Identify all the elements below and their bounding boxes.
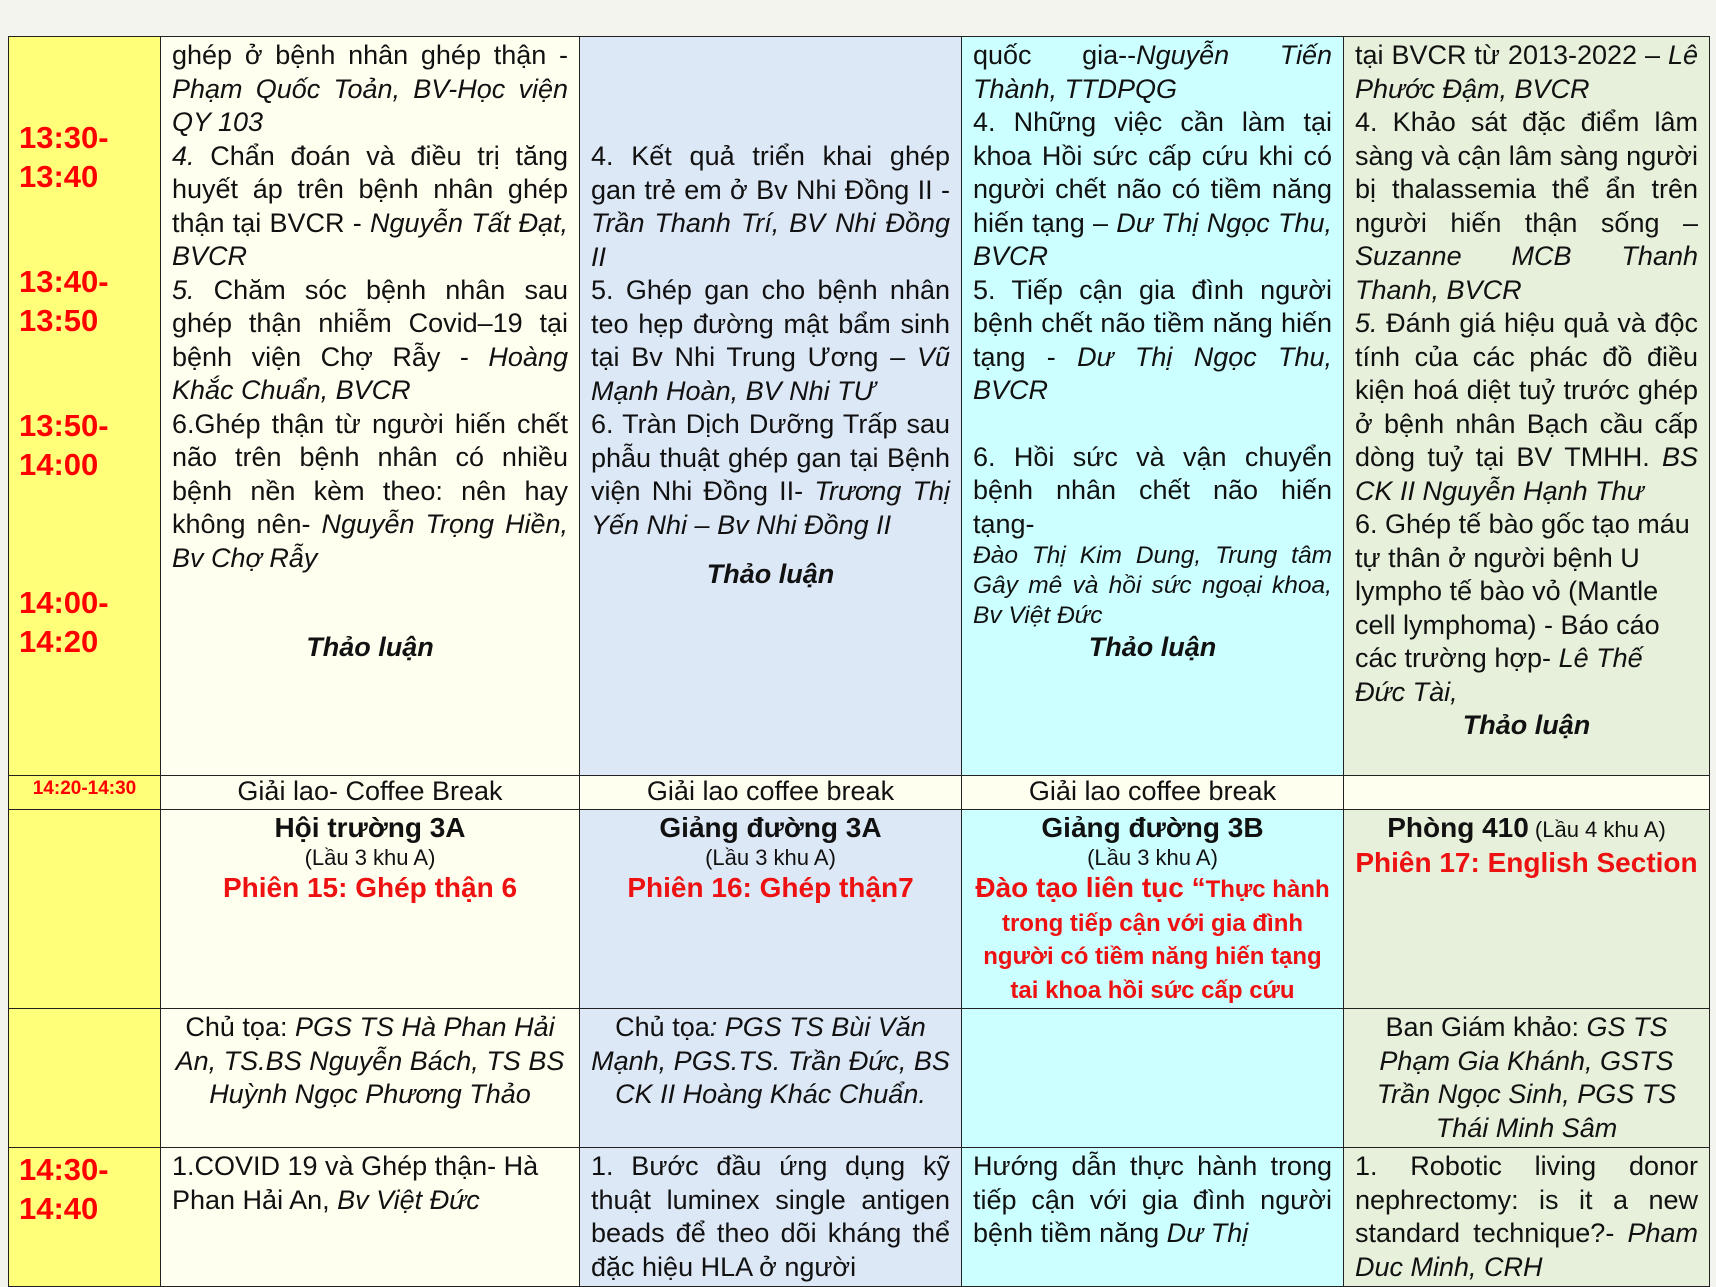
discussion-label: Thảo luận	[306, 632, 434, 662]
time-empty	[9, 1009, 161, 1148]
talk-5: 5. Đánh giá hiệu quả và độc tính của các phác đồ điều kiện hoá diệt tuỷ trước ghép ở bệnh nhân Bạch cầu cấp dòng tuỷ tại BV TMHH. BS CK II Nguyễn Hạnh Thư	[1355, 308, 1698, 506]
hall-location: (Lầu 3 khu A)	[705, 845, 836, 870]
time-empty	[9, 810, 161, 1009]
discussion-label: Thảo luận	[1462, 710, 1591, 740]
time-1340: 13:40- 13:50	[19, 264, 109, 338]
chairs-2: Chủ tọa: PGS TS Bùi Văn Mạnh, PGS.TS. Trần Đức, BS CK II Hoàng Khác Chuẩn.	[580, 1009, 962, 1148]
chair-row	[9, 1009, 1710, 1148]
talk-5: 5. Chăm sóc bệnh nhân sau ghép thận nhiễm Covid–19 tại bệnh viện Chợ Rẫy - Hoàng Khắc Chuẩn, BVCR	[172, 274, 568, 405]
break-row	[9, 776, 1710, 810]
talk-3: tại BVCR từ 2013-2022 – Lê Phước Đậm, BVCR	[1355, 40, 1698, 104]
hall-header-4	[1344, 810, 1710, 1009]
chairs-1: Chủ tọa: PGS TS Hà Phan Hải An, TS.BS Nguyễn Bách, TS BS Huỳnh Ngọc Phương Thảo	[161, 1009, 580, 1148]
hall-header-3	[962, 810, 1344, 1009]
session-row-1430	[9, 1148, 1710, 1287]
coffee-break-2: Giải lao coffee break	[580, 776, 962, 810]
discussion-label: Thảo luận	[1088, 632, 1217, 662]
talk-4: 4. Khảo sát đặc điểm lâm sàng và cận lâm sàng người bị thalassemia thể ẩn trên người hiến thận sống – Suzanne MCB Thanh Thanh, BVCR	[1355, 107, 1698, 305]
room-410-talks	[1344, 37, 1710, 776]
hall-name: Giảng đường 3A	[659, 812, 882, 843]
talk-6: 6. Tràn Dịch Dưỡng Trấp sau phẫu thuật ghép gan tại Bệnh viện Nhi Đồng II- Trương Thị Yến Nhi – Bv Nhi Đồng II	[591, 409, 950, 540]
talk-3: quốc gia--Nguyễn Tiến Thành, TTDPQG	[973, 40, 1332, 104]
hall-header-1	[161, 810, 580, 1009]
time-1400: 14:00- 14:20	[19, 585, 109, 659]
talk-3: ghép ở bệnh nhân ghép thận - Phạm Quốc Toản, BV-Học viện QY 103	[172, 40, 568, 137]
schedule-table	[8, 36, 1710, 1287]
hall-3a-talks	[161, 37, 580, 776]
session-title: Phiên 15: Ghép thận 6	[222, 872, 518, 903]
time-column	[9, 1148, 161, 1287]
session-title: Phiên 16: Ghép thận7	[627, 872, 914, 903]
chairs-4: Ban Giám khảo: GS TS Phạm Gia Khánh, GSTS Trần Ngọc Sinh, PGS TS Thái Minh Sâm	[1344, 1009, 1710, 1148]
time-1430: 14:30- 14:40	[19, 1152, 109, 1226]
time-1350: 13:50- 14:00	[19, 408, 109, 482]
chairs-3	[962, 1009, 1344, 1148]
talk-5: 5. Tiếp cận gia đình người bệnh chết não tiềm năng hiến tạng - Dư Thị Ngọc Thu, BVCR	[973, 274, 1333, 405]
talk-1-hall-2: 1. Bước đầu ứng dụng kỹ thuật luminex single antigen beads để theo dõi kháng thể đặc hiệu HLA ở người	[580, 1148, 962, 1287]
discussion-label: Thảo luận	[706, 559, 835, 589]
hall-header-row	[9, 810, 1710, 1009]
session-row-1330	[9, 37, 1710, 776]
talk-6: 6. Hồi sức và vận chuyển bệnh nhân chết não hiến tạng- Đào Thị Kim Dung, Trung tâm Gây mê và hồi sức ngoại khoa, Bv Việt Đức	[973, 441, 1332, 629]
talk-6: 6.Ghép thận từ người hiến chết não trên bệnh nhân có nhiều bệnh nền kèm theo: nên hay không nên- Nguyễn Trọng Hiền, Bv Chợ Rẫy	[172, 408, 569, 573]
time-1420: 14:20-14:30	[9, 776, 161, 810]
hall-name: Giảng đường 3B	[1041, 812, 1264, 843]
coffee-break-3: Giải lao coffee break	[962, 776, 1344, 810]
session-title: Đào tạo liên tục “Thực hành trong tiếp cận với gia đình người có tiềm năng hiến tạng tai khoa hồi sức cấp cứu	[975, 872, 1330, 1004]
hall-location: (Lầu 4 khu A)	[1528, 817, 1666, 842]
session-title: Phiên 17: English Section	[1355, 846, 1698, 878]
talk-5: 5. Ghép gan cho bệnh nhân teo hẹp đường mật bẩm sinh tại Bv Nhi Trung Ương – Vũ Mạnh Hoàn, BV Nhi TƯ	[591, 275, 950, 406]
talk-1-hall-1: 1.COVID 19 và Ghép thận- Hà Phan Hải An, Bv Việt Đức	[161, 1148, 580, 1287]
talk-6: 6. Ghép tế bào gốc tạo máu tự thân ở người bệnh U lympho tế bào vỏ (Mantle cell lymphoma) - Báo cáo các trường hợp- Lê Thế Đức Tài,	[1355, 509, 1690, 707]
hall-header-2	[580, 810, 962, 1009]
talk-4: 4. Những việc cần làm tại khoa Hồi sức cấp cứu khi có người chết não có tiềm năng hiến tạng – Dư Thị Ngọc Thu, BVCR	[973, 107, 1332, 271]
talk-4: 4. Kết quả triển khai ghép gan trẻ em ở Bv Nhi Đồng II - Trần Thanh Trí, BV Nhi Đồng II	[591, 141, 950, 272]
time-column	[9, 37, 161, 776]
hall-3a-lecture-talks	[580, 37, 962, 776]
talk-4: 4. Chẩn đoán và điều trị tăng huyết áp trên bệnh nhân ghép thận tại BVCR - Nguyễn Tất Đạt, BVCR	[172, 140, 569, 271]
coffee-break-1: Giải lao- Coffee Break	[161, 776, 580, 810]
hall-location: (Lầu 3 khu A)	[1087, 845, 1218, 870]
hall-3b-talks	[962, 37, 1344, 776]
talk-1-hall-3: Hướng dẫn thực hành trong tiếp cận với gia đình người bệnh tiềm năng Dư Thị	[962, 1148, 1344, 1287]
hall-name: Phòng 410	[1387, 812, 1529, 843]
time-1330: 13:30- 13:40	[19, 120, 109, 194]
talk-1-hall-4: 1. Robotic living donor nephrectomy: is it a new standard technique?- Pham Duc Minh, CRH	[1344, 1148, 1710, 1287]
hall-location: (Lầu 3 khu A)	[304, 845, 436, 870]
hall-name: Hội trường 3A	[274, 812, 466, 843]
coffee-break-4	[1344, 776, 1710, 810]
